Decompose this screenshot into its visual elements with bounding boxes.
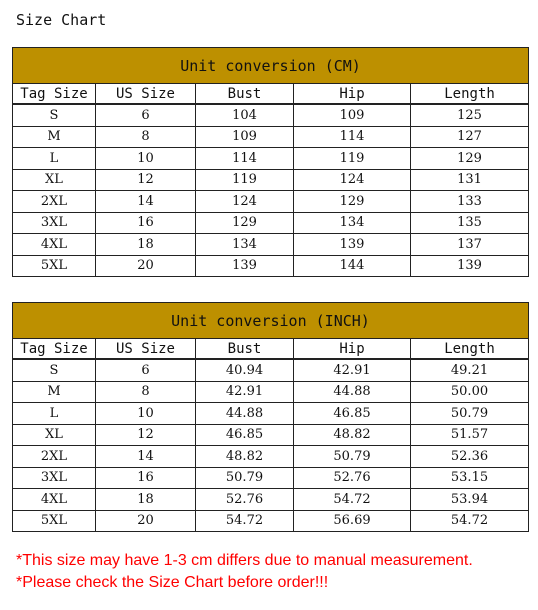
table-row: [13, 148, 529, 170]
table-row: [13, 467, 529, 489]
column-header: Tag Size: [13, 84, 96, 105]
table-cell: 2XL: [13, 446, 96, 468]
table-cell: 14: [96, 446, 196, 468]
table-cell: 50.79: [196, 467, 294, 489]
check-chart-note: *Please check the Size Chart before order!!!: [16, 574, 329, 591]
table-cell: 52.76: [294, 467, 411, 489]
table-row: [13, 510, 529, 532]
table-cell: 114: [294, 126, 411, 148]
table-cell: 6: [96, 359, 196, 381]
table-row: [13, 359, 529, 381]
table-row: [13, 191, 529, 213]
table-row: [13, 446, 529, 468]
table-cell: 133: [411, 191, 529, 213]
table-cell: 50.00: [411, 381, 529, 403]
table-cell: 42.91: [294, 359, 411, 381]
table-cell: 8: [96, 126, 196, 148]
table-cell: 49.21: [411, 359, 529, 381]
table-cell: 46.85: [196, 424, 294, 446]
table-cell: 119: [196, 169, 294, 191]
table-cell: 48.82: [196, 446, 294, 468]
table-cell: 129: [294, 191, 411, 213]
table-row: [13, 212, 529, 234]
column-header: Hip: [294, 84, 411, 105]
table-cell: 5XL: [13, 510, 96, 532]
table-row: [13, 255, 529, 277]
column-header-row: [13, 84, 529, 105]
table-cell: 16: [96, 467, 196, 489]
page-title: Size Chart: [16, 11, 107, 29]
table-cell: 48.82: [294, 424, 411, 446]
table-cell: 144: [294, 255, 411, 277]
table-cell: 10: [96, 148, 196, 170]
table-cell: 127: [411, 126, 529, 148]
table-cell: 129: [411, 148, 529, 170]
table-heading: Unit conversion (INCH): [13, 303, 529, 339]
size-table-inch: [12, 302, 529, 532]
table-cell: 139: [411, 255, 529, 277]
column-header: Tag Size: [13, 339, 96, 360]
table-cell: 137: [411, 234, 529, 256]
table-cell: 16: [96, 212, 196, 234]
table-cell: 51.57: [411, 424, 529, 446]
table-cell: 135: [411, 212, 529, 234]
table-cell: 10: [96, 403, 196, 425]
column-header: Bust: [196, 84, 294, 105]
table-cell: 20: [96, 510, 196, 532]
table-cell: 8: [96, 381, 196, 403]
table-cell: 18: [96, 234, 196, 256]
table-cell: S: [13, 104, 96, 126]
table-cell: 119: [294, 148, 411, 170]
table-cell: 54.72: [294, 489, 411, 511]
table-cell: 139: [196, 255, 294, 277]
column-header-row: [13, 339, 529, 360]
table-cell: 46.85: [294, 403, 411, 425]
table-cell: 42.91: [196, 381, 294, 403]
table-cell: 139: [294, 234, 411, 256]
table-cell: 129: [196, 212, 294, 234]
table-cell: 114: [196, 148, 294, 170]
table-cell: 12: [96, 424, 196, 446]
table-cell: 54.72: [196, 510, 294, 532]
table-cell: 18: [96, 489, 196, 511]
table-cell: 53.94: [411, 489, 529, 511]
column-header: US Size: [96, 84, 196, 105]
table-cell: 53.15: [411, 467, 529, 489]
size-table-cm: [12, 47, 529, 277]
table-row: [13, 489, 529, 511]
table-cell: 4XL: [13, 234, 96, 256]
table-cell: 50.79: [411, 403, 529, 425]
column-header: Length: [411, 84, 529, 105]
column-header: Bust: [196, 339, 294, 360]
table-row: [13, 381, 529, 403]
table-heading: Unit conversion (CM): [13, 48, 529, 84]
table-cell: 2XL: [13, 191, 96, 213]
table-cell: 131: [411, 169, 529, 191]
table-cell: 50.79: [294, 446, 411, 468]
table-cell: 6: [96, 104, 196, 126]
table-cell: L: [13, 403, 96, 425]
table-cell: 109: [196, 126, 294, 148]
table-cell: 124: [294, 169, 411, 191]
column-header: US Size: [96, 339, 196, 360]
table-cell: L: [13, 148, 96, 170]
table-row: [13, 169, 529, 191]
table-cell: XL: [13, 424, 96, 446]
table-cell: 134: [196, 234, 294, 256]
column-header: Length: [411, 339, 529, 360]
table-cell: M: [13, 126, 96, 148]
measurement-note: *This size may have 1-3 cm differs due to manual measurement.: [16, 552, 473, 569]
table-cell: 125: [411, 104, 529, 126]
table-cell: 12: [96, 169, 196, 191]
table-cell: 56.69: [294, 510, 411, 532]
table-row: [13, 424, 529, 446]
table-cell: 54.72: [411, 510, 529, 532]
table-cell: 109: [294, 104, 411, 126]
table-cell: 134: [294, 212, 411, 234]
table-cell: 44.88: [196, 403, 294, 425]
column-header: Hip: [294, 339, 411, 360]
table-cell: 104: [196, 104, 294, 126]
table-cell: 20: [96, 255, 196, 277]
table-cell: 52.76: [196, 489, 294, 511]
table-row: [13, 234, 529, 256]
table-row: [13, 104, 529, 126]
table-cell: 4XL: [13, 489, 96, 511]
table-cell: XL: [13, 169, 96, 191]
table-body: [13, 359, 529, 532]
table-cell: 124: [196, 191, 294, 213]
table-cell: S: [13, 359, 96, 381]
table-cell: 3XL: [13, 212, 96, 234]
table-body: [13, 104, 529, 277]
table-cell: 14: [96, 191, 196, 213]
table-cell: M: [13, 381, 96, 403]
table-row: [13, 126, 529, 148]
table-cell: 52.36: [411, 446, 529, 468]
table-cell: 3XL: [13, 467, 96, 489]
table-cell: 40.94: [196, 359, 294, 381]
table-cell: 44.88: [294, 381, 411, 403]
table-row: [13, 403, 529, 425]
table-cell: 5XL: [13, 255, 96, 277]
